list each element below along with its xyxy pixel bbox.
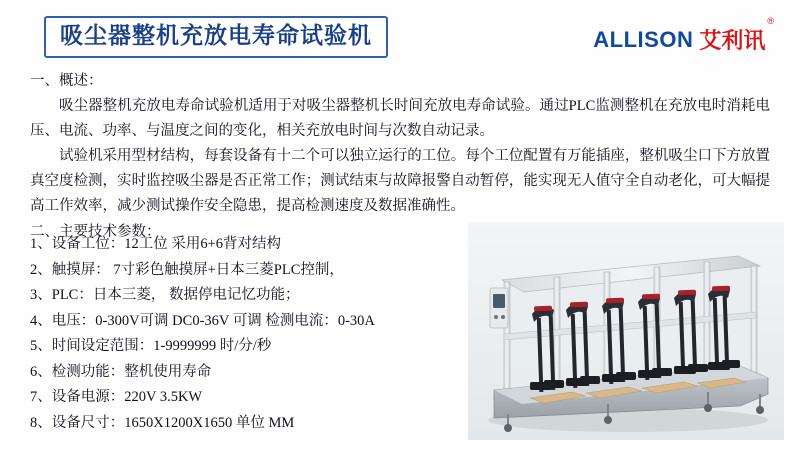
list-item: 6、检测功能：整机使用寿命 xyxy=(30,363,212,380)
overview-paragraph-2: 试验机采用型材结构，每套设备有十二个可以独立运行的工位。每个工位配置有万能插座，整机吸尘口下方放置真空度检测，实时监控吸尘器是否正常工作；测试结束与故障报警自动暂停，能实现无人值守全自动老化，可大幅提高工作效率，减少测试操作安全隐患，提高检测速度及数据准确性。 xyxy=(30,148,770,214)
specs-list xyxy=(30,232,460,436)
list-item: 1、设备工位：12工位 采用6+6背对结构 xyxy=(30,236,282,252)
overview-paragraph-1: 吸尘器整机充放电寿命试验机适用于对吸尘器整机长时间充放电寿命试验。通过PLC监测整机在充放电时消耗电压、电流、功率、与温度之间的变化，相关充放电时间与次数自动记录。 xyxy=(30,98,770,139)
page-title-box xyxy=(44,16,388,58)
list-item: 8、设备尺寸：1650X1200X1650 单位 MM xyxy=(30,414,295,431)
list-item: 3、PLC：日本三菱， 数据停电记忆功能； xyxy=(30,287,300,303)
list-item: 5、时间设定范围：1-9999999 时/分/秒 xyxy=(30,338,272,354)
specs-heading: 二、主要技术参数： xyxy=(30,224,161,240)
registered-trademark-icon: ® xyxy=(767,16,774,26)
list-item: 4、电压：0-300V可调 DC0-36V 可调 检测电流：0-30A xyxy=(30,312,375,329)
brand-name-cn: 艾利讯 xyxy=(699,28,766,53)
slide-header xyxy=(0,14,800,62)
brand-logo xyxy=(593,16,774,55)
machine-photo xyxy=(468,222,784,440)
overview-heading: 一、概述： xyxy=(30,73,103,89)
brand-name-en: ALLISON xyxy=(593,26,694,52)
list-item: 7、设备电源：220V 3.5KW xyxy=(30,389,203,405)
document-body xyxy=(30,68,770,245)
page-title: 吸尘器整机充放电寿命试验机 xyxy=(60,23,372,48)
list-item: 2、触摸屏： 7寸彩色触摸屏+日本三菱PLC控制， xyxy=(30,261,344,278)
